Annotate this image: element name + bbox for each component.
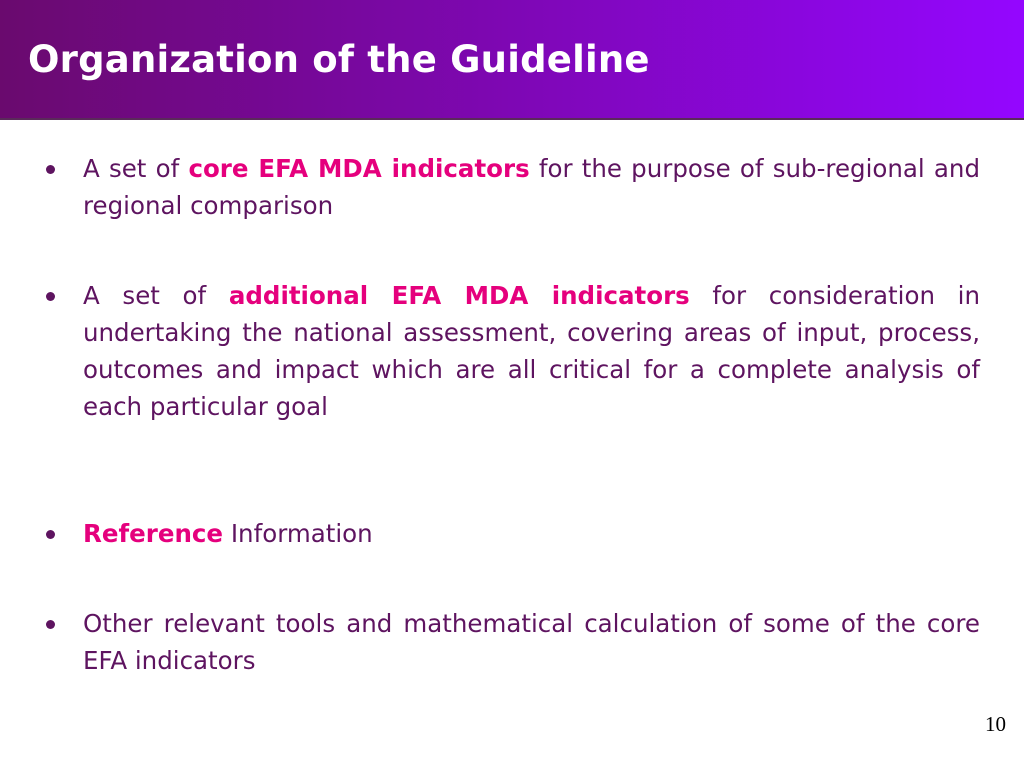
- bullet-dot-icon: [46, 620, 55, 629]
- bullet-dot-icon: [46, 292, 55, 301]
- bullet-highlight: Reference: [83, 519, 224, 548]
- page-number: 10: [985, 712, 1006, 736]
- bullet-dot-icon: [46, 165, 55, 174]
- bullet-text: [83, 605, 980, 679]
- slide-title: Organization of the Guideline: [28, 38, 650, 81]
- bullet-text-tail: for the purpose of sub-regional and regional comparison: [83, 154, 981, 220]
- bullet-highlight: core EFA MDA indicators: [188, 154, 530, 183]
- bullet-text-lead: A set of: [83, 281, 229, 310]
- bullet-text-tail: for consideration in undertaking the national assessment, covering areas of input, process, outcomes and impact which are all critical for a complete analysis of each particular goal: [83, 281, 980, 421]
- bullet-text: [83, 515, 980, 552]
- bullet-text-tail: Information: [223, 519, 373, 548]
- bullet-text-lead: Other relevant tools and mathematical calculation of some of the core EFA indicators: [83, 609, 980, 675]
- bullet-text: [83, 277, 980, 425]
- bullet-text: [83, 150, 980, 224]
- bullet-highlight: additional EFA MDA indicators: [228, 281, 690, 310]
- bullet-text-lead: A set of: [83, 154, 189, 183]
- bullet-dot-icon: [46, 530, 55, 539]
